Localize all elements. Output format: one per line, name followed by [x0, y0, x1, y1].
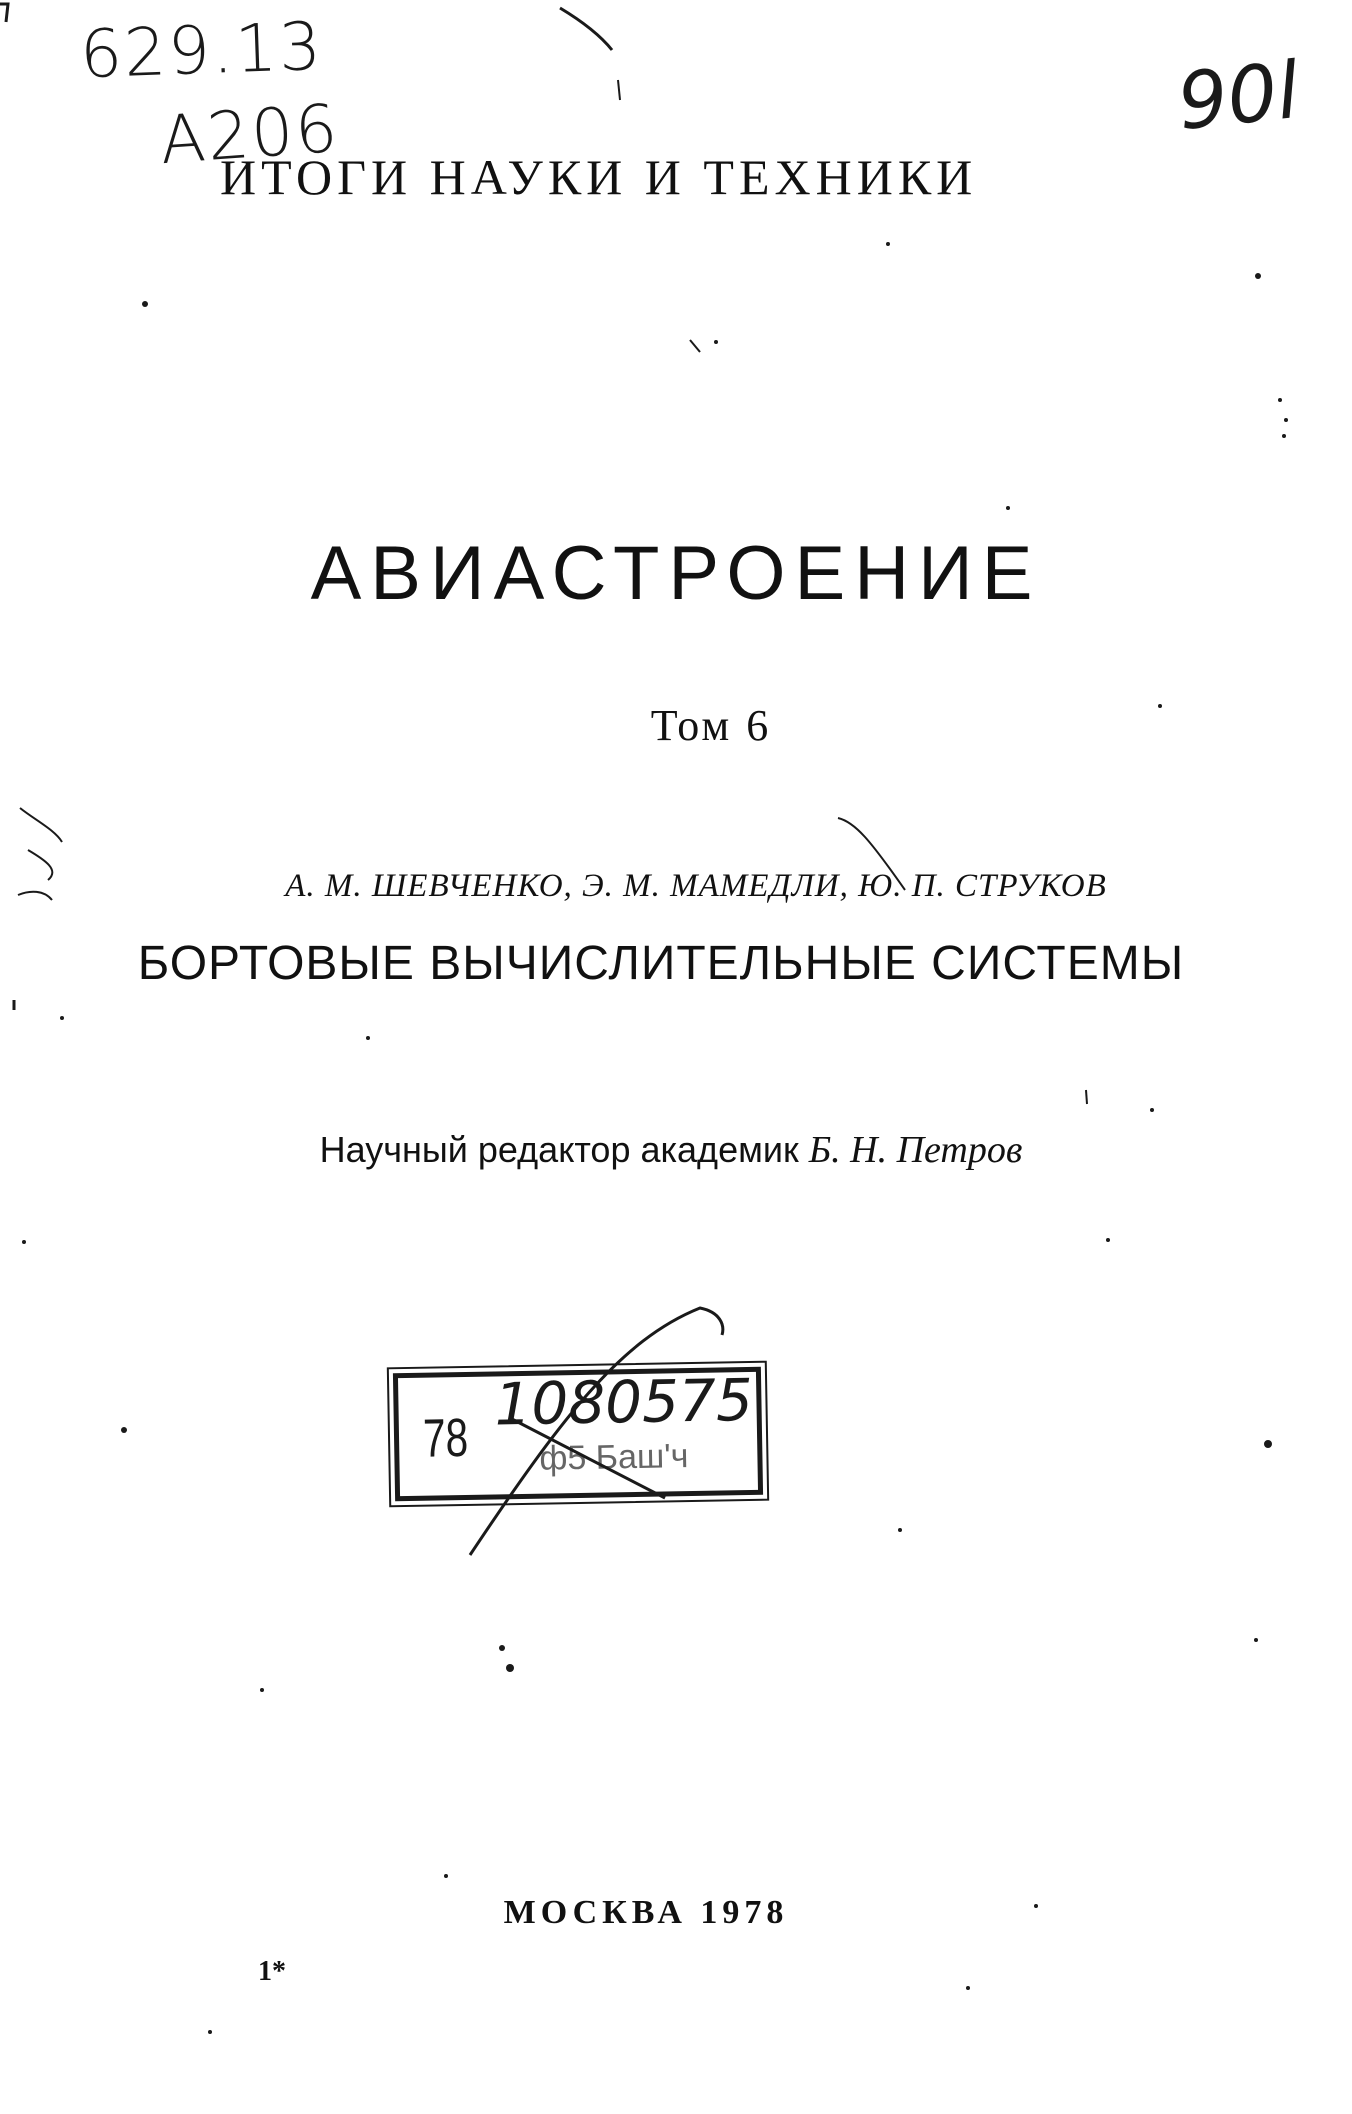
speck	[1006, 506, 1010, 510]
speck	[1106, 1238, 1110, 1242]
speck	[444, 1874, 448, 1878]
volume-number: Том 6	[650, 701, 772, 750]
speck	[1255, 273, 1261, 279]
speck	[1282, 434, 1286, 438]
speck	[1264, 1440, 1272, 1448]
authors: А. М. ШЕВЧЕНКО, Э. М. МАМЕДЛИ, Ю. П. СТРУКОВ	[285, 868, 1107, 904]
stray-mark	[560, 8, 612, 50]
speck	[121, 1427, 127, 1433]
handwritten-call-number: 629.13	[78, 7, 325, 94]
stray-mark	[0, 4, 8, 22]
speck	[1150, 1108, 1154, 1112]
speck	[506, 1664, 514, 1672]
handwritten-shelf-code: А206	[157, 89, 342, 180]
speck	[1086, 1090, 1087, 1104]
speck	[208, 2030, 212, 2034]
speck	[1254, 1638, 1258, 1642]
speck	[366, 1036, 370, 1040]
handwritten-corner-mark: 90l	[1173, 45, 1304, 149]
series-title: ИТОГИ НАУКИ И ТЕХНИКИ	[220, 149, 978, 205]
speck	[260, 1688, 264, 1692]
speck	[966, 1986, 970, 1990]
editor-name: Б. Н. Петров	[808, 1129, 1023, 1171]
library-stamp	[393, 1367, 763, 1501]
speck	[714, 340, 718, 344]
speck	[60, 1016, 64, 1020]
signature-mark: 1*	[258, 1956, 286, 1987]
stamp-fund: ф5 Баш'ч	[539, 1437, 689, 1478]
imprint: МОСКВА 1978	[503, 1894, 789, 1931]
speck	[499, 1645, 505, 1651]
stamp-code: 78	[422, 1407, 469, 1469]
speck	[142, 301, 148, 307]
main-title: АВИАСТРОЕНИЕ	[310, 531, 1042, 616]
speck	[1284, 418, 1288, 422]
stamp-inventory-number: 1080575	[493, 1365, 754, 1439]
speck	[898, 1528, 902, 1532]
stray-mark	[618, 80, 620, 100]
editor-label: Научный редактор академик	[319, 1129, 799, 1170]
speck	[690, 340, 700, 352]
speck	[1278, 398, 1282, 402]
book-title: БОРТОВЫЕ ВЫЧИСЛИТЕЛЬНЫЕ СИСТЕМЫ	[137, 937, 1185, 990]
scientific-editor	[0, 1128, 1352, 1172]
speck	[886, 242, 890, 246]
speck	[22, 1240, 26, 1244]
